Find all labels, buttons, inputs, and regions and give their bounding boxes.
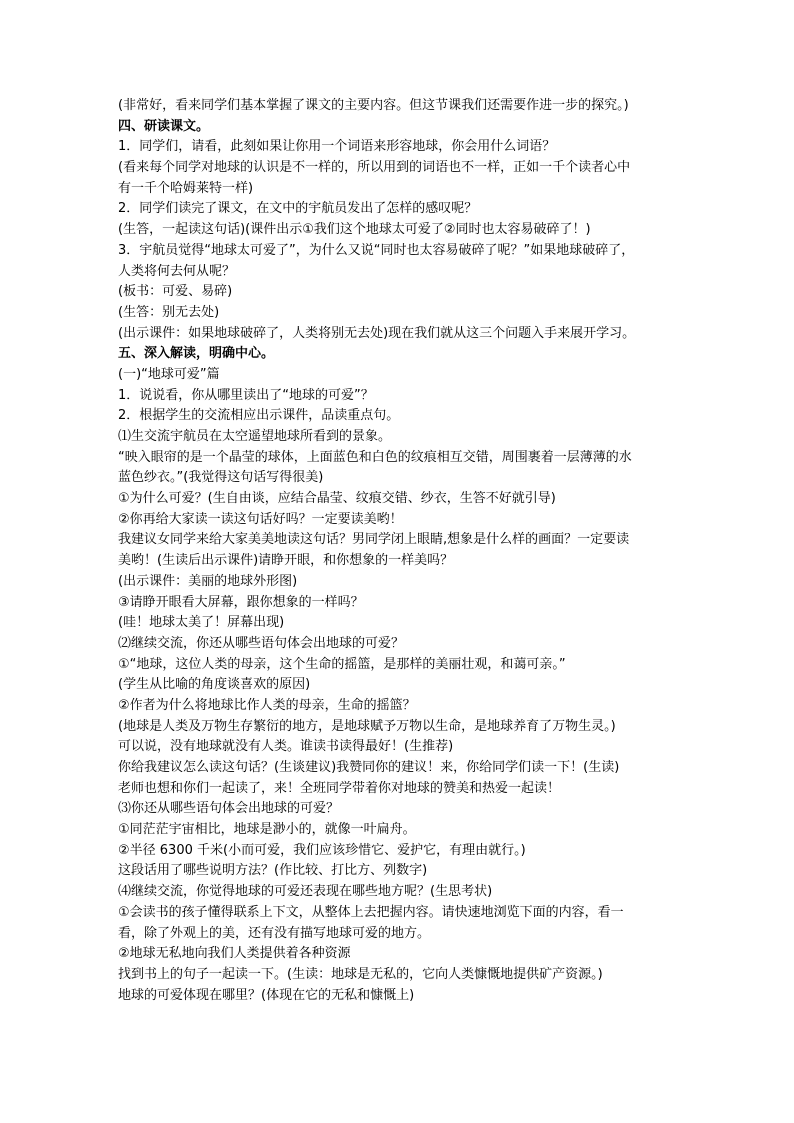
text-line: 1．同学们，请看，此刻如果让你用一个词语来形容地球，你会用什么词语？ [118,139,556,155]
document-page [118,96,688,1006]
text-line: (地球是人类及万物生存繁衍的地方，是地球赋予万物以生命，是地球养育了万物生灵。) [118,718,616,734]
text-line: (一)“地球可爱”篇 [118,366,220,382]
text-line: (看来每个同学对地球的认识是不一样的，所以用到的词语也不一样，正如一千个读者心中 [118,160,631,176]
text-line: ①同茫茫宇宙相比，地球是渺小的，就像一叶扁舟。 [118,822,416,838]
text-line: (板书：可爱、易碎) [118,284,233,300]
text-line: 可以说，没有地球就没有人类。谁读书读得最好！(生推荐) [118,739,454,755]
text-line: 找到书上的句子一起读一下。(生读：地球是无私的，它向人类慷慨地提供矿产资源。) [118,966,603,982]
text-line: 看，除了外观上的美，还有没有描写地球可爱的地方。 [118,925,431,941]
text-line: ①“地球，这位人类的母亲，这个生命的摇篮，是那样的美丽壮观，和蔼可亲。” [118,656,566,672]
section-heading: 四、研读课文。 [118,118,210,134]
text-line: ⑵继续交流，你还从哪些语句体会出地球的可爱？ [118,635,405,651]
text-line: (出示课件：美丽的地球外形图) [118,573,298,589]
text-line: 你给我建议怎么读这句话？(生谈建议)我赞同你的建议！来，你给同学们读一下！(生读) [118,760,620,775]
text-line: ①为什么可爱？(生自由谈，应结合晶莹、纹痕交错、纱衣，生答不好就引导) [118,491,556,507]
text-line: “映入眼帘的是一个晶莹的球体，上面蓝色和白色的纹痕相互交错，周围裹着一层薄薄的水 [118,449,632,465]
text-line: 地球的可爱体现在哪里？(体现在它的无私和慷慨上) [118,987,415,1003]
text-line: (非常好，看来同学们基本掌握了课文的主要内容。但这节课我们还需要作进一步的探究。) [118,98,629,113]
text-line: 有一千个哈姆莱特一样) [118,180,254,196]
text-line: ⑶你还从哪些语句体会出地球的可爱？ [118,801,340,817]
text-line: 美哟！(生读后出示课件)请睁开眼，和你想象的一样美吗？ [118,553,454,569]
document-body [118,96,688,1006]
text-line: (出示课件：如果地球破碎了，人类将别无去处)现在我们就从这三个问题入手来展开学习。 [118,325,636,341]
text-line: 老师也想和你们一起读了，来！全班同学带着你对地球的赞美和热爱一起读！ [118,780,561,796]
text-line: (哇！地球太美了！屏幕出现) [118,615,285,631]
text-line: ①会读书的孩子懂得联系上下文，从整体上去把握内容。请快速地浏览下面的内容，看一 [118,904,624,920]
text-line: 3．宇航员觉得“地球太可爱了”，为什么又说“同时也太容易破碎了呢？”如果地球破碎了， [118,242,635,258]
text-line: ⑴生交流宇航员在太空遥望地球所看到的景象。 [118,429,392,444]
text-line: ②作者为什么将地球比作人类的母亲，生命的摇篮？ [118,697,416,713]
text-line: 蓝色纱衣。”(我觉得这句话写得很美) [118,470,324,486]
text-line: 2．同学们读完了课文，在文中的宇航员发出了怎样的感叹呢？ [118,201,478,217]
text-line: ②半径 6300 千米(小而可爱，我们应该珍惜它、爱护它，有理由就行。) [118,842,526,858]
text-line: 2．根据学生的交流相应出示课件，品读重点句。 [118,408,400,424]
text-line: (生答，一起读这句话)(课件出示①我们这个地球太可爱了②同时也太容易破碎了！) [118,222,591,238]
text-line: ⑷继续交流，你觉得地球的可爱还表现在哪些地方呢？(生思考状) [118,884,493,900]
text-line: (生答：别无去处) [118,304,220,320]
text-line: ③请睁开眼看大屏幕，跟你想象的一样吗？ [118,594,364,610]
section-heading: 五、深入解读，明确中心。 [118,346,275,362]
text-line: (学生从比喻的角度谈喜欢的原因) [118,677,311,693]
text-line: 这段话用了哪些说明方法？(作比较、打比方、列数字) [118,863,428,879]
text-line: 1．说说看，你从哪里读出了“地球的可爱”？ [118,387,374,403]
text-line: 人类将何去何从呢？ [118,263,236,279]
text-line: ②你再给大家读一读这句话好吗？一定要读美哟！ [118,511,403,527]
text-line: 我建议女同学来给大家美美地读这句话？男同学闭上眼睛,想象是什么样的画面？一定要读 [118,532,630,548]
text-line: ②地球无私地向我们人类提供着各种资源 [118,946,351,962]
